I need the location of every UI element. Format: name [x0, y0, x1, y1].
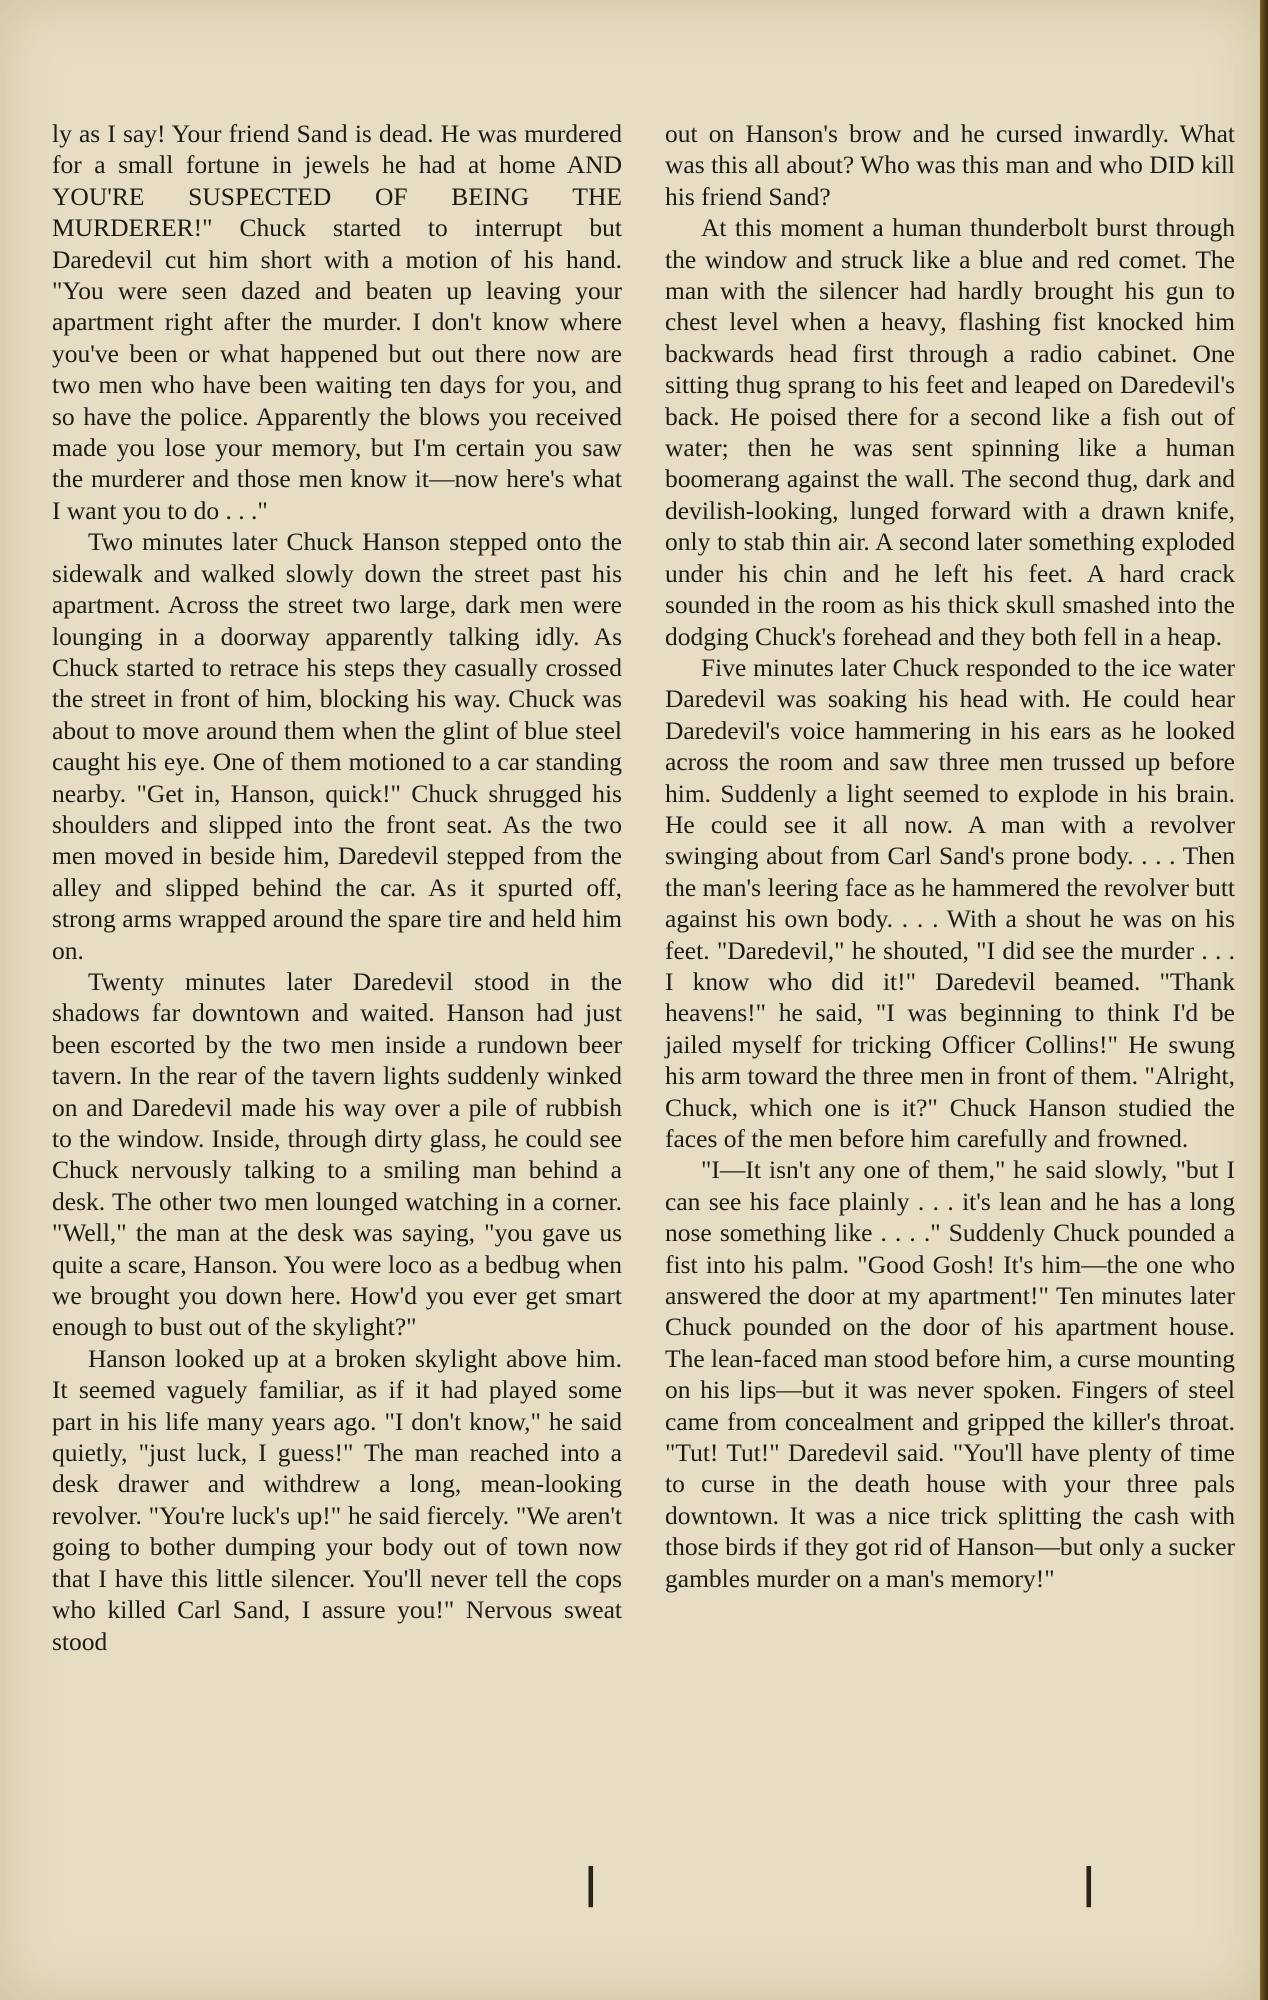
text-column-left	[52, 118, 622, 1657]
paragraph: Two minutes later Chuck Hanson stepped onto the sidewalk and walked slowly down the street past his apartment. Across the street two large, dark men were lounging in a doorway apparently talking idly. As Chuck started to retrace his steps they casually crossed the street in front of him, blocking his way. Chuck was about to move around them when the glint of blue steel caught his eye. One of them motioned to a car standing nearby. "Get in, Hanson, quick!" Chuck shrugged his shoulders and slipped into the front seat. As the two men moved in beside him, Daredevil stepped from the alley and slipped behind the car. As it spurted off, strong arms wrapped around the spare tire and held him on.	[52, 527, 622, 965]
text-column-right	[665, 118, 1235, 1594]
scan-edge	[1260, 0, 1268, 2000]
paragraph: ly as I say! Your friend Sand is dead. He was murdered for a small fortune in jewels he had at home AND YOU'RE SUSPECTED OF BEING THE MURDERER!" Chuck started to interrupt but Daredevil cut him short with a motion of his hand. "You were seen dazed and beaten up leaving your apartment right after the murder. I don't know where you've been or what happened but out there now are two men who have been waiting ten days for you, and so have the police. Apparently the blows you received made you lose your memory, but I'm certain you saw the murderer and those men know it—now here's what I want you to do . . ."	[52, 119, 622, 525]
paragraph: Hanson looked up at a broken skylight above him. It seemed vaguely familiar, as if it had played some part in his life many years ago. "I don't know," he said quietly, "just luck, I guess!" The man reached into a desk drawer and withdrew a long, mean-looking revolver. "You're luck's up!" he said fiercely. "We aren't going to bother dumping your body out of town now that I have this little silencer. You'll never tell the cops who killed Carl Sand, I assure you!" Nervous sweat stood	[52, 1343, 622, 1656]
print-mark-right: ❘	[1072, 1861, 1106, 1906]
paragraph: out on Hanson's brow and he cursed inwardly. What was this all about? Who was this man and who DID kill his friend Sand?	[665, 119, 1235, 211]
paragraph: At this moment a human thunderbolt burst through the window and struck like a blue and red comet. The man with the silencer had hardly brought his gun to chest level when a heavy, flashing fist knocked him backwards head first through a radio cabinet. One sitting thug sprang to his feet and leaped on Daredevil's back. He poised there for a second like a fish out of water; then he was sent spinning like a human boomerang against the wall. The second thug, dark and devilish-looking, lunged forward with a drawn knife, only to stab thin air. A second later something exploded under his chin and he left his feet. A hard crack sounded in the room as his thick skull smashed into the dodging Chuck's forehead and they both fell in a heap.	[665, 213, 1235, 651]
paragraph: Twenty minutes later Daredevil stood in the shadows far downtown and waited. Hanson had just been escorted by the two men inside a rundown beer tavern. In the rear of the tavern lights suddenly winked on and Daredevil made his way over a pile of rubbish to the window. Inside, through dirty glass, he could see Chuck nervously talking to a smiling man behind a desk. The other two men lounged watching in a corner. "Well," the man at the desk was saying, "you gave us quite a scare, Hanson. You were loco as a bedbug when we brought you down here. How'd you ever get smart enough to bust out of the skylight?"	[52, 966, 622, 1342]
paragraph: "I—It isn't any one of them," he said slowly, "but I can see his face plainly . . . it's lean and he has a long nose something like . . . ." Suddenly Chuck pounded a fist into his palm. "Good Gosh! It's him—the one who answered the door at my apartment!" Ten minutes later Chuck pounded on the door of his apartment house. The lean-faced man stood before him, a curse mounting on his lips—but it was never spoken. Fingers of steel came from concealment and gripped the killer's throat. "Tut! Tut!" Daredevil said. "You'll have plenty of time to curse in the death house with your three pals downtown. It was a nice trick splitting the cash with those birds if they got rid of Hanson—but only a sucker gambles murder on a man's memory!"	[665, 1155, 1236, 1593]
paragraph: Five minutes later Chuck responded to the ice water Daredevil was soaking his head with. He could hear Daredevil's voice hammering in his ears as he looked across the room and saw three men trussed up before him. Suddenly a light seemed to explode in his brain. He could see it all now. A man with a revolver swinging about from Carl Sand's prone body. . . . Then the man's leering face as he hammered the revolver butt against his own body. . . . With a shout he was on his feet. "Daredevil," he shouted, "I did see the murder . . . I know who did it!" Daredevil beamed. "Thank heavens!" he said, "I was beginning to think I'd be jailed myself for tricking Officer Collins!" He swung his arm toward the three men in front of them. "Alright, Chuck, which one is it?" Chuck Hanson studied the faces of the men before him carefully and frowned.	[665, 652, 1235, 1153]
print-mark-left: ❘	[574, 1861, 608, 1906]
